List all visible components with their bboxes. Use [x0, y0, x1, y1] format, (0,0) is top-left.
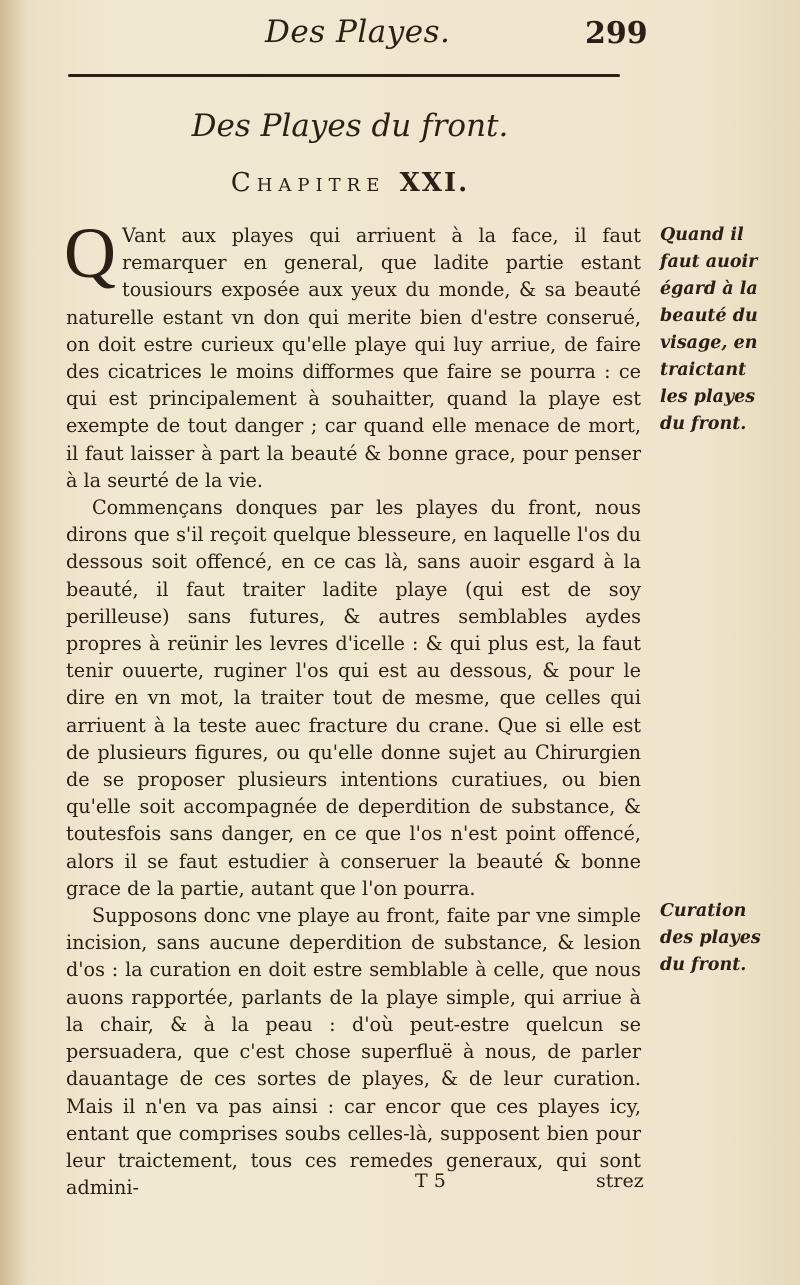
- catchword: strez: [596, 1170, 644, 1192]
- chapter-number: XXI.: [399, 168, 470, 198]
- body-text: [64, 213, 641, 1201]
- signature-mark: T 5: [415, 1170, 446, 1192]
- paragraph-text: Vant aux playes qui arriuent à la face, il faut remarquer en general, que ladite partie estant tousiours exposée aux yeux du monde, & sa beauté naturelle estant vn don qui merite bien d'estre conserué, on doit estre curieux qu'elle playe qui luy arriue, de faire des cicatrices le moins difformes que faire se pourra : ce qui est principalement à souhaitter, quand la playe est exempte de tout danger ; car quand elle menace de mort, il faut laisser à part la beauté & bonne grace, pour penser à la seurté de la vie.: [66, 224, 641, 492]
- chapter-heading: [0, 168, 700, 198]
- running-head: [0, 14, 800, 64]
- margin-note: Curation des playes du front.: [660, 901, 761, 975]
- chapter-label: Chapitre: [230, 168, 386, 198]
- drop-cap: Q: [64, 213, 116, 293]
- running-title: Des Playes.: [265, 14, 451, 50]
- page-number: 299: [585, 16, 648, 51]
- paragraph: [64, 213, 641, 494]
- margin-note: Quand il faut auoir égard à la beauté du visage, en traictant les playes du front.: [660, 225, 758, 434]
- paragraph: Commençans donques par les playes du front, nous dirons que s'il reçoit quelque blesseure, en laquelle l'os du dessous soit offencé, en ce cas là, sans auoir esgard à la beauté, il faut traiter ladite playe (qui est de soy perilleuse) sans futures, & autres semblables aydes propres à reünir les levres d'icelle : & qui plus est, la faut tenir ouuerte, ruginer l'os qui est au dessous, & pour le dire en vn mot, la traiter tout de mesme, que celles qui arriuent à la teste auec fracture du crane. Que si elle est de plusieurs figures, ou qu'elle donne sujet au Chirurgien de se proposer plusieurs intentions curatiues, ou bien qu'elle soit accompagnée de deperdition de substance, & toutesfois sans danger, en ce que l'os n'est point offencé, alors il se faut estudier à conseruer la beauté & bonne grace de la partie, autant que l'on pourra.: [66, 496, 641, 900]
- paragraph: Supposons donc vne playe au front, faite par vne simple incision, sans aucune deperdition de substance, & lesion d'os : la curation en doit estre semblable à celle, que nous auons rapportée, parlants de la playe simple, qui arriue à la chair, & à la peau : d'où peut-estre quelcun se persuadera, que c'est chose superfluë à nous, de parler dauantage de ces sortes de playes, & de leur curation. Mais il n'en va pas ainsi : car encor que ces playes icy, entant que comprises soubs celles-là, supposent bien pour leur traictement, tous ces remedes generaux, qui sont admini-: [66, 904, 641, 1200]
- section-title: Des Playes du front.: [191, 108, 509, 144]
- header-rule: [68, 74, 620, 77]
